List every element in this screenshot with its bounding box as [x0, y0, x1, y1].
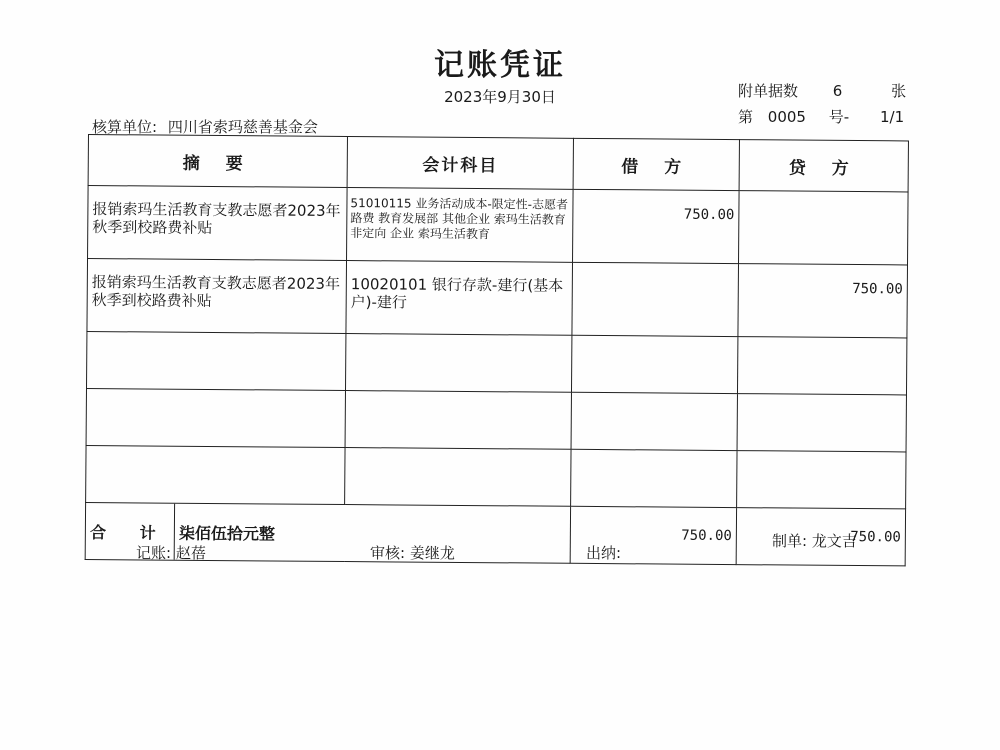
attachment-unit: 张: [891, 82, 907, 100]
voucher-no: 0005: [767, 108, 806, 126]
row-summary: 报销索玛生活教育支教志愿者2023年秋季到校路费补贴: [87, 259, 347, 334]
cashier-signature: 出纳:: [586, 544, 622, 562]
reviewer-signature: 审核: 姜继龙: [370, 544, 455, 562]
empty-row: [87, 331, 907, 394]
preparer-signature: 制单: 龙文吉: [772, 532, 857, 550]
bookkeeper-signature: 记账: 赵蓓: [136, 544, 206, 562]
header-summary: 摘 要: [88, 135, 347, 188]
total-debit: 750.00: [570, 506, 736, 564]
voucher-page: 1/1: [879, 108, 905, 126]
attachment-label: 附单据数: [738, 82, 799, 100]
total-amount-words: 柒佰伍拾元整: [178, 523, 275, 543]
row-summary: 报销索玛生活教育支教志愿者2023年秋季到校路费补贴: [88, 186, 348, 261]
row-subject: 51010115 业务活动成本-限定性-志愿者路费 教育发展部 其他企业 索玛生活教育 非定向 企业 索玛生活教育: [347, 188, 574, 263]
table-header-row: [88, 135, 908, 192]
voucher-table: [85, 134, 909, 566]
row-credit: [739, 191, 909, 265]
row-debit: 750.00: [573, 189, 740, 263]
header-credit: 贷 方: [739, 140, 908, 192]
empty-row: [86, 445, 906, 508]
total-label: 合 计: [86, 503, 175, 560]
header-subject: 会计科目: [347, 137, 573, 190]
table-row: [88, 186, 909, 265]
attachment-number: 6: [832, 82, 843, 100]
voucher-number: [738, 106, 904, 127]
row-debit: [572, 262, 739, 336]
voucher-date: 2023年9月30日: [444, 88, 556, 106]
row-credit: 750.00: [738, 264, 908, 338]
row-subject: 10020101 银行存款-建行(基本户)-建行: [346, 261, 573, 336]
unit-name: 四川省索玛慈善基金会: [167, 118, 318, 136]
empty-row: [86, 388, 906, 451]
attachment-count: [738, 80, 906, 101]
unit-label: 核算单位:: [92, 118, 158, 136]
table-row: [87, 259, 908, 338]
voucher-suffix: 号-: [828, 108, 850, 126]
voucher-prefix: 第: [738, 108, 754, 126]
voucher-title: 记账凭证: [434, 48, 566, 83]
total-credit: 750.00: [736, 508, 905, 566]
header-debit: 借 方: [573, 138, 739, 190]
